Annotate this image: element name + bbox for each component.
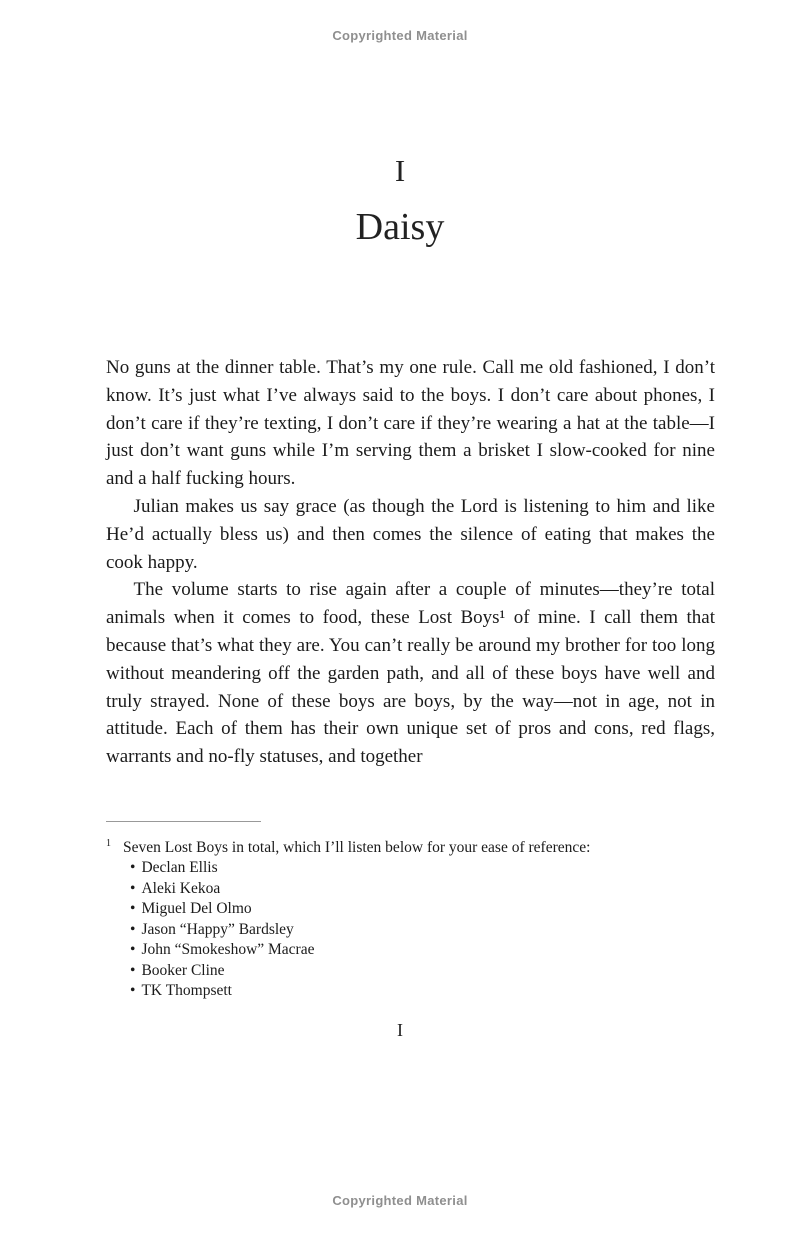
paragraph-2: Julian makes us say grace (as though the Lord is listening to him and like He’d actually bless us) and then comes the silence of eating that makes the cook happy. xyxy=(106,495,715,573)
list-item-label: Miguel Del Olmo xyxy=(141,900,252,918)
list-item-label: John “Smokeshow” Macrae xyxy=(141,941,315,959)
chapter-number: I xyxy=(394,153,406,188)
list-item xyxy=(130,858,715,879)
bullet-icon: • xyxy=(130,900,136,918)
bullet-icon: • xyxy=(130,941,136,959)
list-item-label: Declan Ellis xyxy=(141,859,218,877)
bullet-icon: • xyxy=(130,859,136,877)
footnote-divider xyxy=(106,821,261,822)
copyright-notice-bottom: Copyrighted Material xyxy=(332,1193,468,1208)
copyright-notice-top: Copyrighted Material xyxy=(332,28,468,43)
footnote-section xyxy=(106,821,715,1002)
list-item-label: Aleki Kekoa xyxy=(141,879,221,897)
bullet-icon: • xyxy=(130,920,136,938)
footnote-list xyxy=(106,858,715,1002)
list-item-label: Booker Cline xyxy=(141,961,225,979)
footnote-body: Seven Lost Boys in total, which I’ll listen below for your ease of reference: xyxy=(123,838,591,856)
footnote-marker: 1 xyxy=(106,837,111,849)
paragraph-1: No guns at the dinner table. That’s my one rule. Call me old fashioned, I don’t know. It’s just what I’ve always said to the boys. I don’t care about phones, I don’t care if they’re texting, I don’t care if they’re wearing a hat at the table—I just don’t want guns while I’m serving them a brisket I slow-cooked for nine and a half fucking hours. xyxy=(106,357,715,490)
list-item xyxy=(130,981,715,1002)
footnote-text xyxy=(106,834,715,859)
list-item xyxy=(130,940,715,961)
list-item xyxy=(130,961,715,982)
list-item xyxy=(130,879,715,900)
bullet-icon: • xyxy=(130,961,136,979)
paragraph-3: The volume starts to rise again after a couple of minutes—they’re total animals when it comes to food, these Lost Boys¹ of mine. I call them that because that’s what they are. You can’t really be around my brother for too long without meandering off the garden path, and all of these boys have well and truly strayed. None of these boys are boys, by the way—not in age, not in attitude. Each of them has their own unique set of pros and cons, red flags, warrants and no-fly statuses, and together xyxy=(106,579,715,768)
bullet-icon: • xyxy=(130,982,136,1000)
bullet-icon: • xyxy=(130,879,136,897)
chapter-title: Daisy xyxy=(355,206,445,248)
page-number: I xyxy=(397,1019,403,1040)
list-item xyxy=(130,899,715,920)
list-item-label: Jason “Happy” Bardsley xyxy=(141,920,294,938)
list-item xyxy=(130,920,715,941)
list-item-label: TK Thompsett xyxy=(141,982,232,1000)
body-text xyxy=(106,354,715,771)
